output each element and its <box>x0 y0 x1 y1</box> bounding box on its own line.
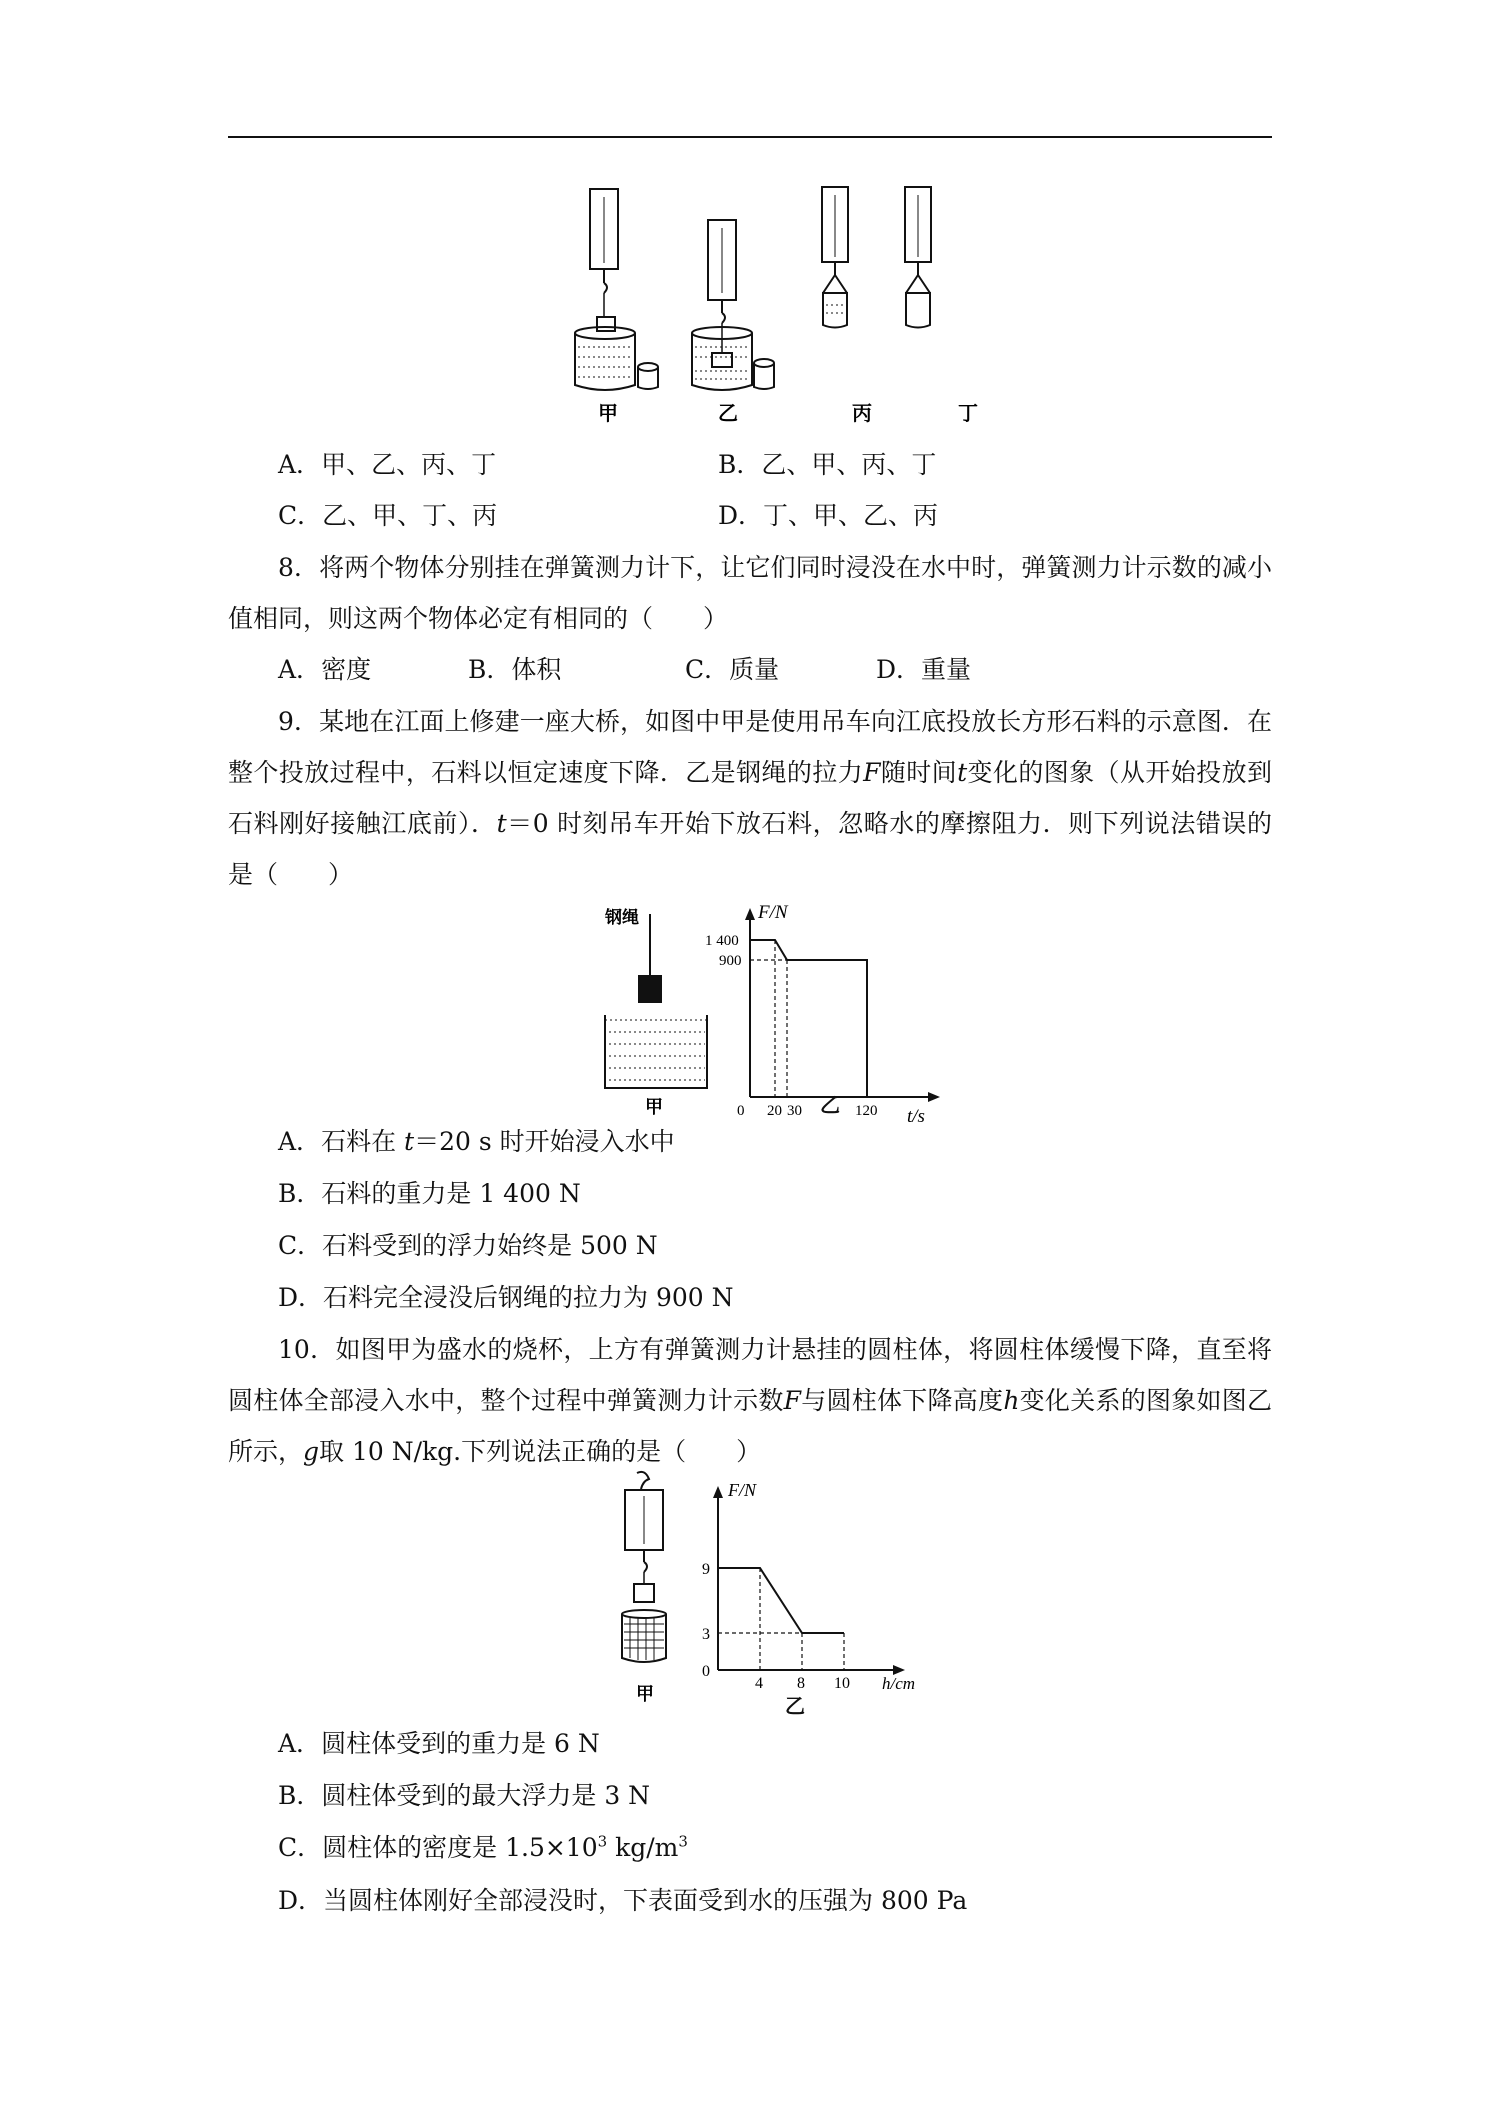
q9-stem: 9．某地在江面上修建一座大桥，如图中甲是使用吊车向江底投放长方形石料的示意图．在整个投放过程中，石料以恒定速度下降．乙是钢绳的拉力F随时间t变化的图象（从开始投放到石料刚好接触江底前）．t＝0 时刻吊车开始下放石料，忽略水的摩擦阻力．则下列说法错误的是（ ） <box>228 707 1273 889</box>
q7-option-b: B．乙、甲、丙、丁 <box>718 450 937 479</box>
q10-x-tick-8: 8 <box>797 1675 805 1692</box>
q9-caption-jia: 甲 <box>645 1097 663 1117</box>
q7-caption-jia: 甲 <box>598 403 618 425</box>
q10-option-c: C．圆柱体的密度是 $1.5\times 10^3$ $kg/m^3$ <box>278 1832 688 1862</box>
q9-figure <box>595 900 955 1127</box>
q7-caption-ding: 丁 <box>958 403 978 425</box>
q9-caption-yi: 乙 <box>820 1093 840 1117</box>
q9-x-tick-20: 20 <box>767 1103 782 1119</box>
q8-option-b: B．体积 <box>468 655 562 684</box>
q10-x-axis-label: h/cm <box>882 1674 916 1693</box>
q9-option-b: B．石料的重力是 1 400 N <box>278 1179 581 1208</box>
q7-option-a: A．甲、乙、丙、丁 <box>278 450 497 479</box>
q9-option-c: C．石料受到的浮力始终是 500 N <box>278 1231 658 1260</box>
q7-caption-yi: 乙 <box>718 403 738 425</box>
q8-stem: 8．将两个物体分别挂在弹簧测力计下，让它们同时浸没在水中时，弹簧测力计示数的减小值相同，则这两个物体必定有相同的（ ） <box>228 553 1273 633</box>
q10-caption-jia: 甲 <box>636 1684 654 1704</box>
q10-x-tick-4: 4 <box>755 1675 763 1692</box>
q9-y-tick-900: 900 <box>719 953 742 969</box>
q8-option-c: C．质量 <box>685 655 780 684</box>
q7-option-c: C．乙、甲、丁、丙 <box>278 501 498 530</box>
q9-x-axis-label: t/s <box>907 1106 925 1127</box>
q9-y-axis-label: F/N <box>758 902 788 923</box>
q9-x-tick-0: 0 <box>737 1103 745 1119</box>
q10-option-a: A．圆柱体受到的重力是 6 N <box>278 1729 600 1758</box>
q8-option-d: D．重量 <box>876 655 972 684</box>
q9-x-tick-30: 30 <box>787 1103 802 1119</box>
q9-y-tick-1400: 1 400 <box>705 933 739 949</box>
q10-x-tick-10: 10 <box>834 1675 850 1692</box>
q10-force-curve <box>718 1568 844 1633</box>
q10-y-axis-label: F/N <box>728 1480 757 1500</box>
header-rule <box>228 136 1272 138</box>
q9-option-d: D．石料完全浸没后钢绳的拉力为 900 N <box>278 1283 734 1312</box>
q10-caption-yi: 乙 <box>785 1694 805 1718</box>
q9-option-a: A．石料在 t＝20 s 时开始浸入水中 <box>278 1127 675 1156</box>
q7-option-d: D．丁、甲、乙、丙 <box>718 501 939 530</box>
q10-stem: 10．如图甲为盛水的烧杯，上方有弹簧测力计悬挂的圆柱体，将圆柱体缓慢下降，直至将圆柱体全部浸入水中，整个过程中弹簧测力计示数F与圆柱体下降高度h变化关系的图象如图乙所示，g取 10 N/kg.下列说法正确的是（ ） <box>228 1335 1272 1466</box>
q10-option-b: B．圆柱体受到的最大浮力是 3 N <box>278 1781 651 1810</box>
q10-figure <box>610 1468 940 1713</box>
q7-spring-scale-figure <box>560 175 1000 430</box>
q9-stone-block <box>638 975 662 1003</box>
q10-option-d: D．当圆柱体刚好全部浸没时，下表面受到水的压强为 800 Pa <box>278 1886 968 1915</box>
q10-graph <box>702 1480 915 1693</box>
q10-y-tick-3: 3 <box>702 1626 710 1643</box>
q7-caption-bing: 丙 <box>852 403 872 425</box>
q8-option-a: A．密度 <box>278 655 372 684</box>
q9-force-curve <box>750 940 867 1097</box>
q10-y-tick-0: 0 <box>702 1663 710 1680</box>
q9-steel-rope-label: 钢绳 <box>605 908 639 927</box>
q10-y-tick-9: 9 <box>702 1561 710 1578</box>
q9-x-tick-120: 120 <box>855 1103 878 1119</box>
